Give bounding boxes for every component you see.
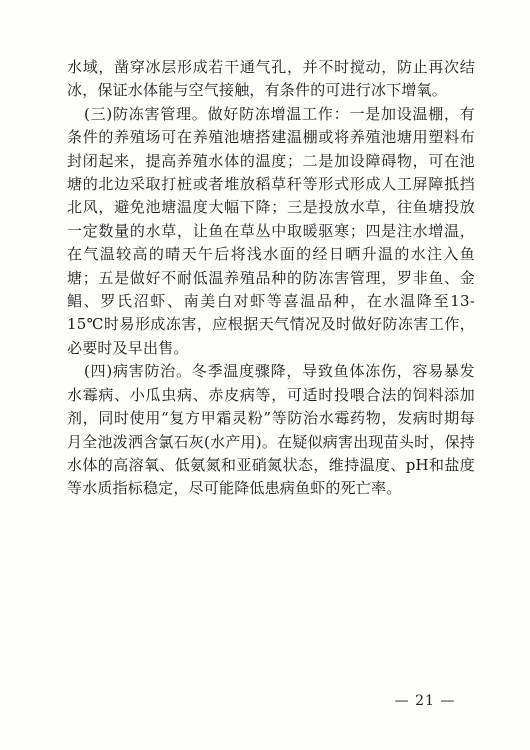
paragraph-frost-damage-management: (三)防冻害管理。做好防冻增温工作：一是加设温棚，有条件的养殖场可在养殖池塘搭建温棚或将养殖池塘用塑料布封闭起来，提高养殖水体的温度；二是加设障碍物，可在池塘的北边采取打桩或者堆放稻草秆等形式形成人工屏障抵挡北风，避免池塘温度大幅下降；三是投放水草，往鱼塘投放一定数量的水草，让鱼在草丛中取暖驱寒；四是注水增温，在气温较高的晴天午后将浅水面的经日晒升温的水注入鱼塘；五是做好不耐低温养殖品种的防冻害管理，罗非鱼、金鲳、罗氏沼虾、南美白对虾等喜温品种，在水温降至13-15℃时易形成冻害，应根据天气情况及时做好防冻害工作，必要时及早出售。 bbox=[67, 104, 475, 357]
paragraph-disease-prevention: (四)病害防治。冬季温度骤降，导致鱼体冻伤，容易暴发水霉病、小瓜虫病、赤皮病等，可适时投喂合法的饲料添加剂，同时使用“复方甲霜灵粉”等防治水霉药物，发病时期每月全池泼洒含氯石灰(水产用)。在疑似病害出现苗头时，保持水体的高溶氧、低氨氮和亚硝氮状态，维持温度、pH和盐度等水质指标稳定，尽可能降低患病鱼虾的死亡率。 bbox=[67, 362, 475, 498]
document-body bbox=[67, 56, 475, 501]
paragraph-continuation: 水域，凿穿冰层形成若干通气孔，并不时搅动，防止再次结冰，保证水体能与空气接触，有条件的可进行冰下增氧。 bbox=[67, 58, 475, 100]
page-number: — 21 — bbox=[394, 693, 456, 709]
